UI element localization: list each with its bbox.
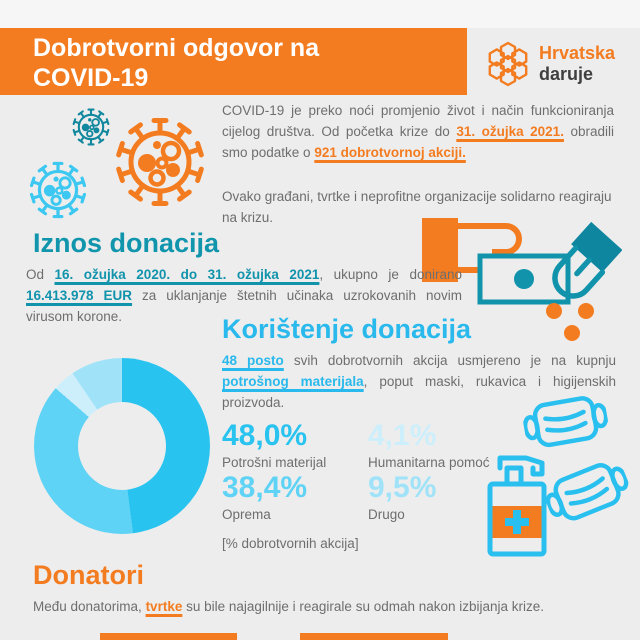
section-heading-iznos: Iznos donacija [33, 228, 220, 258]
intro-text: COVID-19 je preko noći promjenio život i način funkcioniranja cijelog društva. Od početka krize do [222, 103, 614, 139]
iznos-text: , ukupno je donirano [319, 267, 462, 282]
highlight-date-end: 31. ožujka 2021. [456, 124, 564, 139]
stat-humanitarna [368, 420, 490, 470]
chart-unit-note: [% dobrotvornih akcija] [222, 536, 359, 551]
highlight-tvrtke: tvrtke [145, 599, 183, 614]
section-heading-koristenje: Korištenje donacija [222, 314, 472, 344]
highlight-period: 16. ožujka 2020. do 31. ožujka 2021 [54, 267, 320, 282]
donatori-paragraph [33, 596, 613, 617]
iznos-text: Od [26, 267, 55, 282]
stat-label: Humanitarna pomoć [368, 455, 490, 470]
top-margin-strip [0, 0, 640, 28]
highlight-potrosni: potrošnog materijala [222, 374, 364, 389]
bottom-bar [300, 633, 448, 640]
brand-name-line2: daruje [539, 64, 594, 84]
coin-icon [564, 325, 580, 341]
virus-icon-large [110, 112, 210, 212]
brand-logo [484, 40, 615, 88]
highlight-amount: 16.413.978 EUR [26, 288, 133, 303]
stat-value: 9,5% [368, 471, 437, 504]
section-heading-donatori: Donatori [33, 560, 144, 590]
intro-paragraph [222, 100, 614, 163]
stat-value: 38,4% [222, 471, 308, 504]
brand-name-line1: Hrvatska [539, 43, 616, 63]
koristenje-text: svih dobrotvornih akcija usmjereno je na kupnju [283, 353, 616, 368]
rosette-logo-icon [484, 40, 532, 88]
stat-drugo [368, 472, 436, 522]
stat-label: Drugo [368, 507, 405, 522]
intro-text: obradili smo podatke o [222, 124, 615, 160]
donut-chart [34, 358, 210, 534]
face-mask-icon [539, 454, 636, 534]
page-title-line2: COVID-19 [33, 64, 149, 92]
stat-potrosni [222, 420, 326, 470]
coin-icon [546, 303, 562, 319]
highlight-actions-count: 921 dobrotvornoj akciji. [314, 145, 466, 160]
iznos-text: za uklanjanje štetnih učinaka uzrokovanih novim virusom korone. [26, 288, 463, 324]
stat-label: Oprema [222, 507, 271, 522]
intro-paragraph-2: Ovako građani, tvrtke i neprofitne organizacije solidarno reagiraju na krizu. [222, 189, 612, 225]
stat-value: 4,1% [368, 419, 437, 452]
bottom-bar [100, 633, 237, 640]
page-title-line1: Dobrotvorni odgovor na [33, 34, 320, 62]
donut-hole [78, 402, 166, 490]
donatori-text: Među donatorima, [33, 599, 146, 614]
virus-icon-small [70, 106, 112, 148]
page-title [33, 33, 319, 93]
stat-value: 48,0% [222, 419, 308, 452]
stat-oprema [222, 472, 307, 522]
header-band [0, 28, 467, 95]
highlight-48-posto: 48 posto [222, 353, 284, 368]
brand-name [539, 43, 615, 85]
donatori-text: su bile najagilnije i reagirale su odmah nakon izbijanja krize. [182, 599, 545, 614]
sanitizer-bottle-icon [486, 450, 548, 558]
banknote-dot [514, 269, 534, 289]
stat-label: Potrošni materijal [222, 455, 327, 470]
coin-icon [578, 303, 594, 319]
virus-icon-medium [26, 158, 90, 222]
koristenje-text: , poput maski, rukavica i higijenskih proizvoda. [222, 374, 616, 410]
